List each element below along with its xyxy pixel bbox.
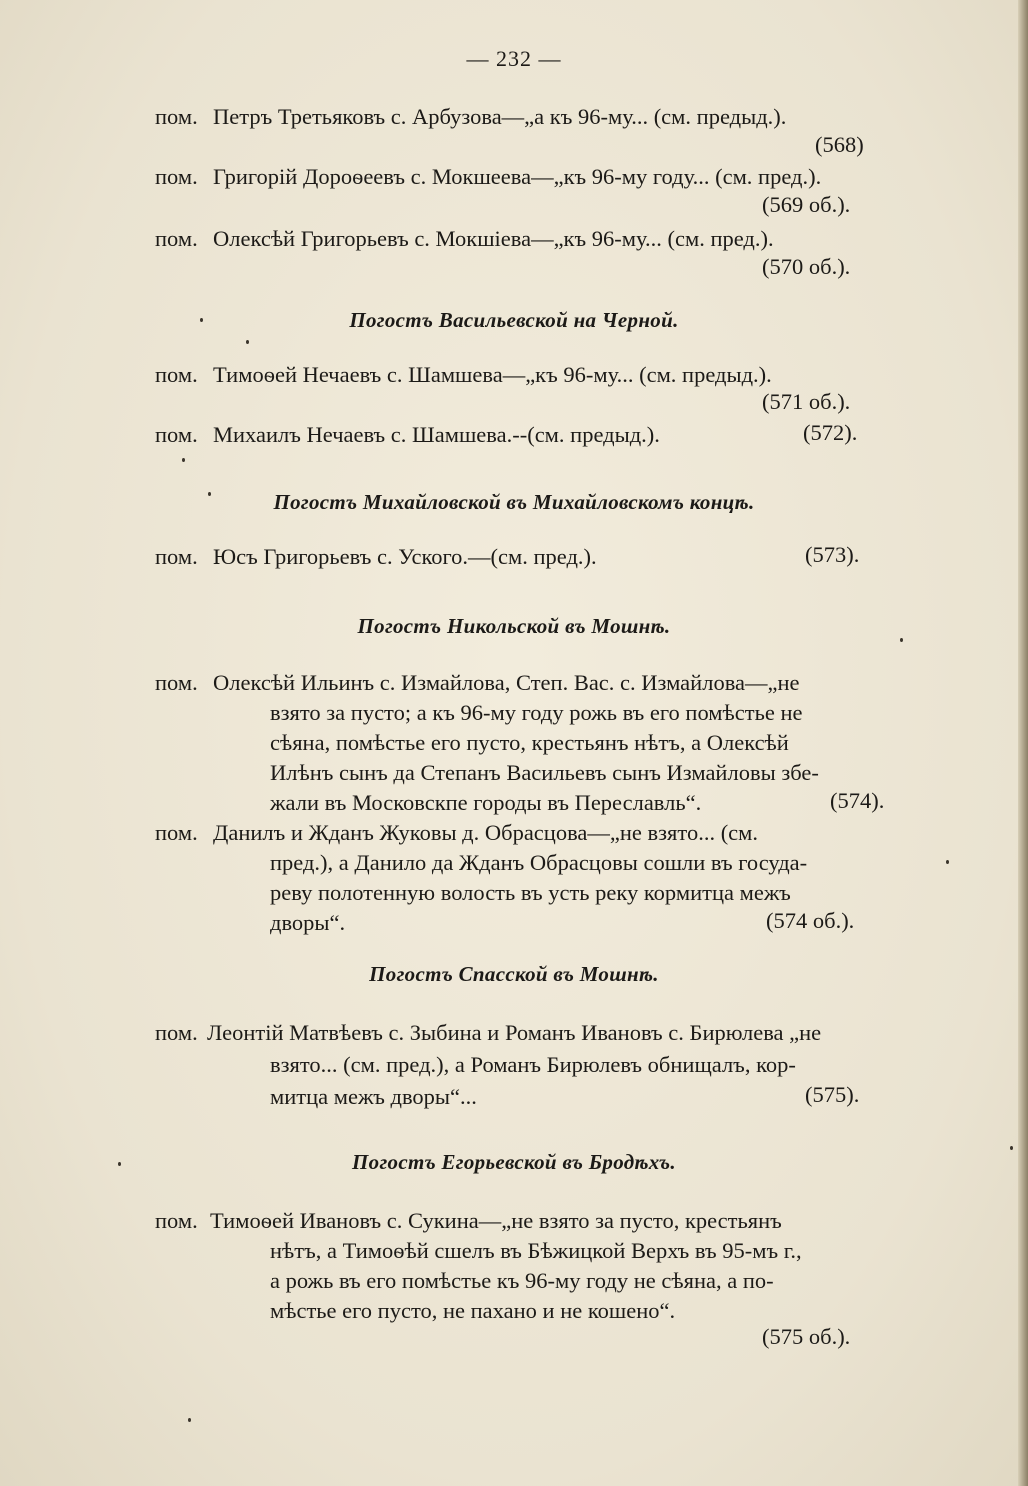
entry-reference: (573). xyxy=(805,542,860,567)
print-speck xyxy=(900,638,903,642)
section-heading: Погостъ Васильевской на Черной. xyxy=(349,308,679,332)
entry-line: пред.), а Данило да Жданъ Обрасцовы сошли въ госуда- xyxy=(270,850,808,875)
entry-reference: (574 об.). xyxy=(766,908,855,933)
entry-line: Данилъ и Жданъ Жуковы д. Обрасцова—„не взято... (см. xyxy=(213,820,759,845)
entry-line: мѣстье его пусто, не пахано и не кошено“. xyxy=(270,1298,676,1323)
entry-prefix: пом. xyxy=(155,104,198,129)
print-speck xyxy=(946,860,949,864)
entry-line: взято... (см. пред.), а Романъ Бирюлевъ обнищалъ, кор- xyxy=(270,1052,796,1077)
entry-reference: (568) xyxy=(815,132,864,157)
entry-line: Олексѣй Ильинъ с. Измайлова, Степ. Вас. с. Измайлова—„не xyxy=(213,670,800,695)
entry-reference: (574). xyxy=(830,788,885,813)
entry-line: дворы“. xyxy=(270,910,346,935)
section-heading: Погостъ Никольской въ Мошнѣ. xyxy=(357,614,671,638)
entry-prefix: пом. xyxy=(155,544,198,569)
entry-line: реву полотенную волость въ усть реку кормитца межъ xyxy=(270,880,791,905)
page-edge xyxy=(1018,0,1028,1486)
entry-reference: (569 об.). xyxy=(762,192,851,217)
entry-line: Юсъ Григорьевъ с. Уского.—(см. пред.). xyxy=(213,544,597,569)
print-speck xyxy=(188,1418,191,1422)
entry-prefix: пом. xyxy=(155,164,198,189)
print-speck xyxy=(208,492,211,496)
section-heading: Погостъ Михайловской въ Михайловскомъ концѣ. xyxy=(273,490,755,514)
entry-line: взято за пусто; а къ 96-му году рожь въ его помѣстье не xyxy=(270,700,803,725)
entry-reference: (571 об.). xyxy=(762,389,851,414)
entry-line: нѣтъ, а Тимоѳѣй сшелъ въ Бѣжицкой Верхъ въ 95-мъ г., xyxy=(270,1238,802,1263)
entry-line: Тимоѳей Ивановъ с. Сукина—„не взято за пусто, крестьянъ xyxy=(210,1208,782,1233)
entry-line: а рожь въ его помѣстье къ 96-му году не сѣяна, а по- xyxy=(270,1268,774,1293)
entry-prefix: пом. xyxy=(155,226,198,251)
page-number: — 232 — xyxy=(466,46,562,71)
entry-reference: (570 об.). xyxy=(762,254,851,279)
print-speck xyxy=(182,458,185,462)
print-speck xyxy=(246,340,249,344)
entry-prefix: пом. xyxy=(155,422,198,447)
section-heading: Погостъ Спасской въ Мошнѣ. xyxy=(369,962,659,986)
entry-line: жали въ Московскпе городы въ Переславль“. xyxy=(270,790,702,815)
entry-prefix: пом. xyxy=(155,362,198,387)
entry-prefix: пом. xyxy=(155,1208,198,1233)
entry-line: Тимоѳей Нечаевъ с. Шамшева—„къ 96-му... (см. предыд.). xyxy=(213,362,772,387)
entry-prefix: пом. xyxy=(155,820,198,845)
entry-prefix: пом. xyxy=(155,670,198,695)
print-speck xyxy=(200,318,203,322)
section-heading: Погостъ Егорьевской въ Бродѣхъ. xyxy=(352,1150,676,1174)
entry-line: Илѣнъ сынъ да Степанъ Васильевъ сынъ Измайловы збе- xyxy=(270,760,819,785)
entry-line: Григорій Дороѳеевъ с. Мокшеева—„къ 96-му году... (см. пред.). xyxy=(213,164,822,189)
entry-line: сѣяна, помѣстье его пусто, крестьянъ нѣтъ, а Олексѣй xyxy=(270,730,789,755)
print-speck xyxy=(118,1162,121,1166)
entry-line: Петръ Третьяковъ с. Арбузова—„а къ 96-му... (см. предыд.). xyxy=(213,104,787,129)
entry-line: Олексѣй Григорьевъ с. Мокшіева—„къ 96-му... (см. пред.). xyxy=(213,226,774,251)
entry-line: Леонтій Матвѣевъ с. Зыбина и Романъ Ивановъ с. Бирюлева „не xyxy=(207,1020,822,1045)
print-speck xyxy=(1010,1146,1013,1150)
entry-prefix: пом. xyxy=(155,1020,198,1045)
entry-line: митца межъ дворы“... xyxy=(270,1084,477,1109)
entry-line: Михаилъ Нечаевъ с. Шамшева.--(см. предыд.). xyxy=(213,422,660,447)
entry-reference: (575 об.). xyxy=(762,1324,851,1349)
entry-reference: (575). xyxy=(805,1082,860,1107)
entry-reference: (572). xyxy=(803,420,858,445)
